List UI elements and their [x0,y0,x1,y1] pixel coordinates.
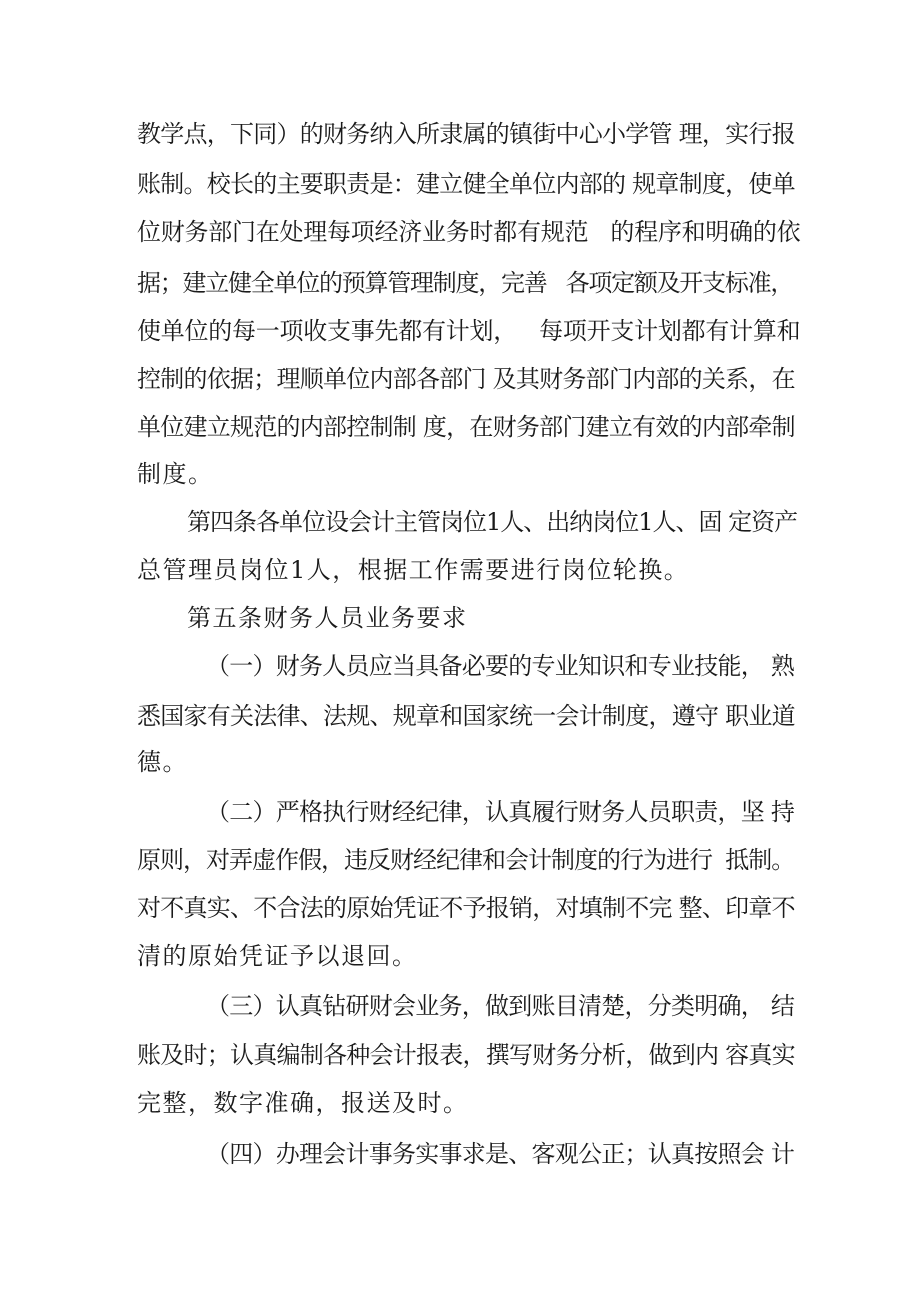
article-4-heading: 第四条各单位设会计主管岗位1人、出纳岗位1人、固 定资产 [187,508,798,536]
clause-2-start: （二）严格执行财经纪律，认真履行财务人员职责，坚 持 [206,798,795,826]
clause-3-start: （三）认真钻研财会业务，做到账目清楚，分类明确， 结 [206,992,795,1020]
paragraph-line: 位财务部门在处理每项经济业务时都有规范 的程序和明确的依 [137,218,801,246]
clause-4-start: （四）办理会计事务实事求是、客观公正；认真按照会 计 [206,1140,795,1168]
paragraph-line: 完整，数字准确，报送及时。 [137,1089,469,1117]
paragraph-line: 教学点，下同）的财务纳入所隶属的镇街中心小学管 理，实行报 [137,120,795,148]
paragraph-line: 德。 [137,748,188,776]
paragraph-line: 清的原始凭证予以退回。 [137,942,418,970]
paragraph-line: 使单位的每一项收支事先都有计划， 每项开支计划都有计算和 [137,317,801,345]
paragraph-line: 制度。 [137,460,214,488]
paragraph-line: 总管理员岗位1人，根据工作需要进行岗位轮换。 [137,556,690,584]
article-5-heading: 第五条财务人员业务要求 [187,604,468,632]
paragraph-line: 单位建立规范的内部控制制 度，在财务部门建立有效的内部牵制 [137,413,795,441]
paragraph-line: 账制。校长的主要职责是：建立健全单位内部的 规章制度，使单 [137,170,795,198]
paragraph-line: 据；建立健全单位的预算管理制度，完善 各项定额及开支标准， [137,269,794,297]
paragraph-line: 账及时；认真编制各种会计报表，撰写财务分析，做到内 容真实 [137,1041,795,1069]
clause-1-start: （一）财务人员应当具备必要的专业知识和专业技能， 熟 [206,652,795,680]
paragraph-line: 对不真实、不合法的原始凭证不予报销，对填制不完 整、印章不 [137,894,795,922]
paragraph-line: 控制的依据；理顺单位内部各部门 及其财务部门内部的关系，在 [137,365,795,393]
paragraph-line: 悉国家有关法律、法规、规章和国家统一会计制度，遵守 职业道 [137,702,795,730]
paragraph-line: 原则，对弄虚作假，违反财经纪律和会计制度的行为进行 抵制。 [137,846,795,874]
